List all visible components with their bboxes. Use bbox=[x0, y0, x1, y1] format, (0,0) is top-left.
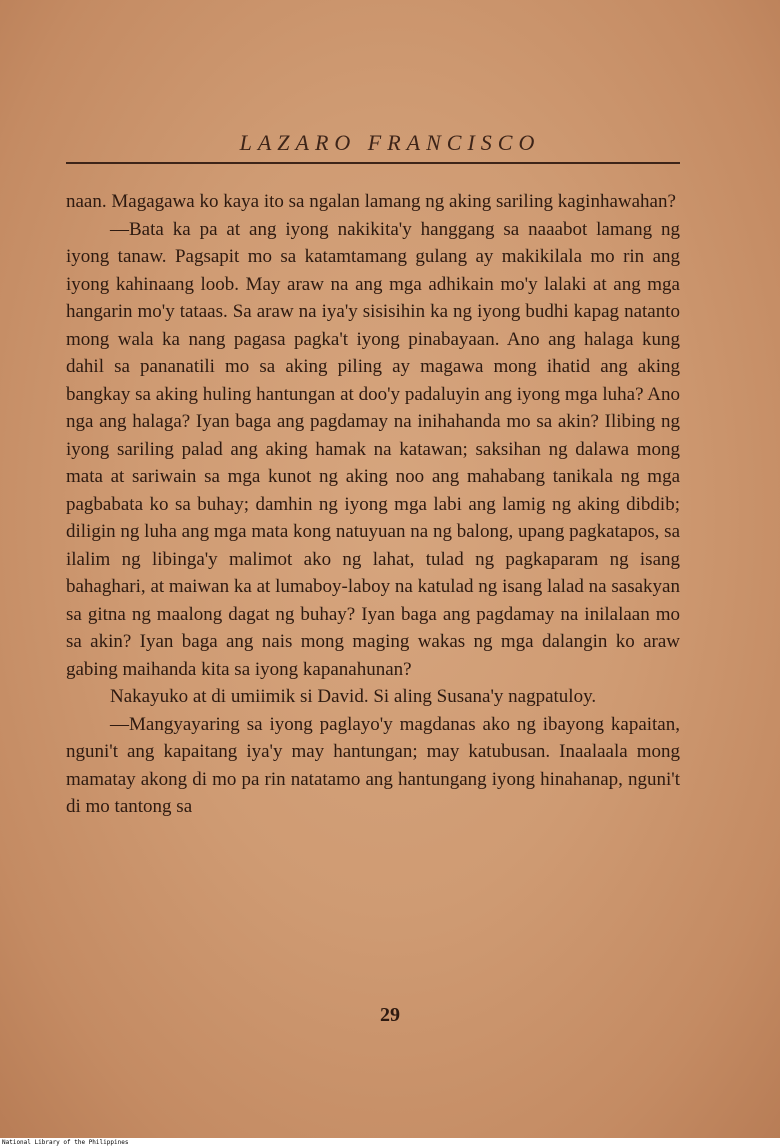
header-rule bbox=[66, 162, 680, 164]
paragraph: Nakayuko at di umiimik si David. Si aling Susana'y nagpatuloy. bbox=[110, 686, 597, 707]
paragraph: naan. Magagawa ko kaya ito sa ngalan lamang ng aking sariling kaginhawahan? bbox=[66, 191, 676, 212]
running-header: LAZARO FRANCISCO bbox=[239, 130, 541, 155]
library-credit: National Library of the Philippines bbox=[2, 1139, 129, 1146]
paragraph: —Mangyayaring sa iyong paglayo'y magdanas ako ng ibayong kapaitan, nguni't ang kapaitang iya'y may hantungan; may katubusan. Inaalaala mong mamatay akong di mo pa rin natatamo ang hantungang iyong hinahanap, nguni't di mo tantong sa bbox=[66, 713, 680, 817]
page-number: 29 bbox=[380, 1004, 400, 1026]
page-body bbox=[66, 188, 680, 821]
paragraph: —Bata ka pa at ang iyong nakikita'y hanggang sa naaabot lamang ng iyong tanaw. Pagsapit mo sa katamtamang gulang ay makikilala mo rin ang iyong kahinaang loob. May araw na ang mga adhikain mo'y lalaki at ang mga hangarin mo'y tataas. Sa araw na iya'y sisisihin ka ng iyong budhi kapag natanto mong wala ka nang pagasa pagka't iyong pinabayaan. Ano ang halaga kung dahil sa pananatili mo sa aking piling ay magawa mong ihatid ang aking bangkay sa aking huling hantungan at doo'y padaluyin ang iyong mga luha? Ano nga ang halaga? Iyan baga ang pagdamay na inihahanda mo sa akin? Ilibing ng iyong sariling palad ang aking hamak na katawan; saksihan ng dalawa mong mata at sariwain sa mga kunot ng aking noo ang mahabang tanikala ng mga pagbabata ko sa buhay; damhin ng iyong mga labi ang lamig ng aking dibdib; diligin ng luha ang mga mata kong natuyuan na ng balong, upang pagkatapos, sa ilalim ng libinga'y malimot ako ng lahat, tulad ng pagkaparam ng isang bahaghari, at maiwan ka at lumaboy-laboy na katulad ng isang lalad na sasakyan sa gitna ng maalong dagat ng buhay? Iyan baga ang pagdamay na inilalaan mo sa akin? Iyan baga ang nais mong maging wakas ng mga dalangin ko araw gabing maihanda kita sa iyong kapanahunan? bbox=[66, 218, 680, 680]
